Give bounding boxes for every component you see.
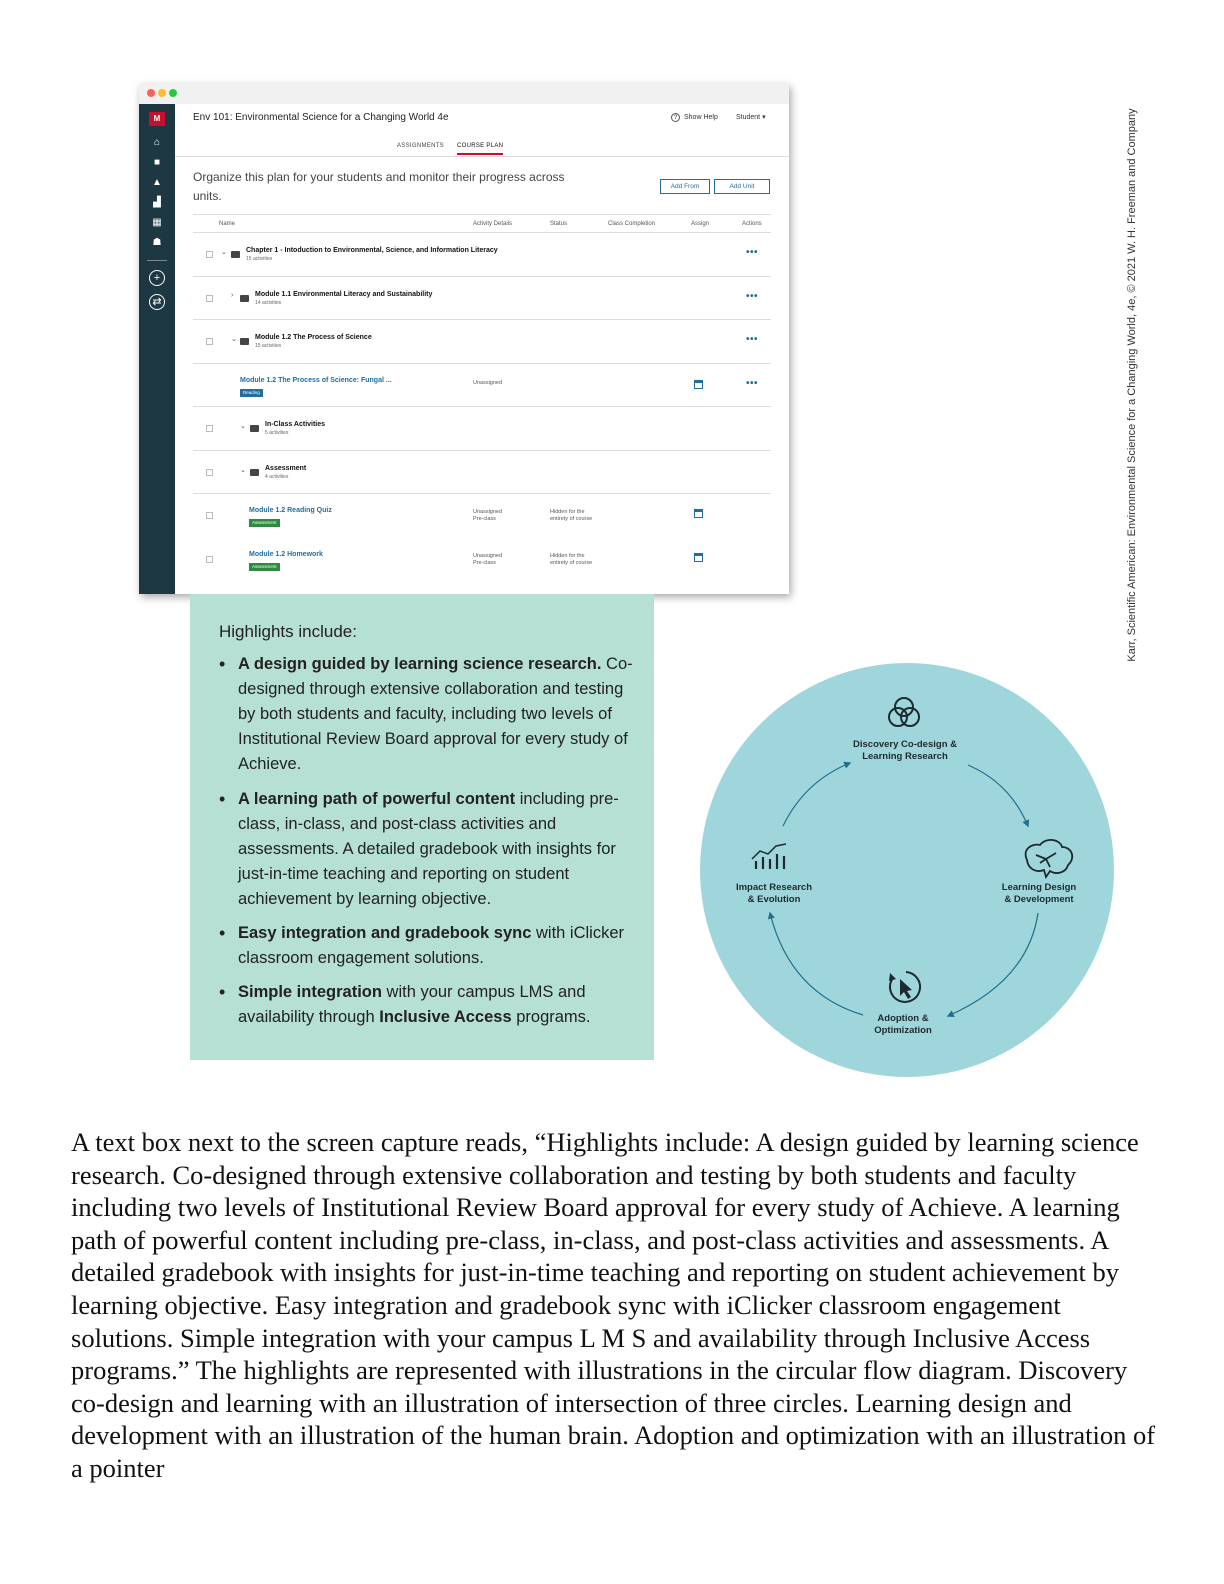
add-from-button[interactable]: Add From [660,179,710,194]
close-window-dot[interactable] [147,89,155,97]
row-title[interactable]: Module 1.2 The Process of Science [255,334,372,341]
col-status[interactable]: Status [550,221,568,227]
node-label: Adoption & [877,1013,929,1024]
node-label: Learning Design [1001,882,1077,893]
folder-icon [250,469,259,476]
highlight-body: Co-designed through extensive collaboration and testing by both students and faculty, including two levels of Institutional Review Board approval for every study of Achieve. [238,655,633,773]
show-help-label: Show Help [684,114,718,121]
row-checkbox[interactable] [206,295,213,302]
expand-caret-icon[interactable]: ⌄ [231,336,237,343]
node-label: Learning Research [862,751,948,762]
highlight-lead-2: Inclusive Access [379,1008,512,1026]
row-title[interactable]: Assessment [265,464,307,472]
row-checkbox[interactable] [206,251,213,258]
node-label: Impact Research [735,882,813,893]
course-title: Env 101: Environmental Science for a Changing World 4e [193,112,449,123]
folder-icon [240,338,249,345]
swap-circle-icon[interactable]: ⇄ [149,294,165,310]
activity-status: Hidden for the entirety of course [550,509,593,522]
table-row[interactable] [193,233,771,277]
calendar-icon[interactable] [694,380,703,389]
activity-details: Unassigned Pre-class [473,509,503,522]
node-label: Discovery Co-design & [853,739,957,750]
window-titlebar [139,84,789,104]
col-actions[interactable]: Actions [742,221,762,227]
expand-caret-icon[interactable]: ⌄ [221,249,227,256]
activity-type-badge: Reading [240,389,263,397]
maximize-window-dot[interactable] [169,89,177,97]
folder-icon [231,251,240,258]
activity-type-badge: Assessment [249,519,280,527]
activity-details: Unassigned Pre-class [473,552,503,566]
image-credit: Karr, Scientific American: Environmental Science for a Changing World, 4e, © 2021 W. H. Freeman and Company [1126,108,1138,662]
highlight-body: including pre-class, in-class, and post-class activities and assessments. A detailed gradebook with insights for just-in-time teaching and reporting on student achievement by learning objective. [238,790,619,908]
row-checkbox[interactable] [206,469,213,476]
row-checkbox[interactable] [206,425,213,432]
highlight-item [238,787,634,912]
row-checkbox[interactable] [206,556,213,563]
row-title[interactable]: Module 1.1 Environmental Literacy and Sustainability [255,290,433,298]
highlight-body: with your campus LMS and availability through [238,983,586,1026]
row-activity-count: 15 activities [246,256,273,262]
graduation-cap-icon[interactable]: ▲ [152,177,162,188]
highlight-body-2: programs. [511,1008,591,1026]
table-row[interactable] [193,451,771,495]
more-actions-button[interactable]: ••• [746,247,759,258]
highlight-body: with iClicker classroom engagement solutions. [238,924,625,967]
home-icon[interactable]: ⌂ [153,137,161,148]
table-row[interactable] [193,538,771,582]
row-activity-count: 4 activities [265,473,289,480]
table-row[interactable] [193,364,771,408]
add-unit-button[interactable]: Add Unit [714,179,770,194]
node-label: Optimization [874,1025,932,1036]
highlight-lead: A design guided by learning science research. [238,655,602,673]
highlights-heading: Highlights include: [219,622,357,641]
row-activity-count: 14 activities [255,299,282,306]
more-actions-button[interactable]: ••• [746,377,759,389]
col-name[interactable]: Name [219,221,236,227]
col-activity-details[interactable]: Activity Details [473,221,513,227]
highlight-lead: A learning path of powerful content [238,790,516,808]
show-help-link[interactable] [671,113,718,122]
tab-assignments[interactable]: ASSIGNMENTS [397,143,444,149]
cycle-diagram [700,663,1114,1077]
more-actions-button[interactable]: ••• [746,334,759,345]
highlight-item [238,921,634,971]
table-row[interactable] [193,407,771,451]
col-class-completion[interactable]: Class Completion [608,221,656,227]
highlight-item [238,980,634,1030]
help-icon: ? [671,113,680,122]
alt-text-paragraph: A text box next to the screen capture reads, “Highlights include: A design guided by learning science research. Co-designed through extensive collaboration and testing by both students and faculty including two levels of Institutional Review Board approval for every study of Achieve. A learning path of powerful content including pre-class, in-class, and post-class activities and assessments. A detailed gradebook with insights for just-in-time teaching and reporting on student achievement by learning objective. Easy integration and gradebook sync with iClicker classroom engagement solutions. Simple integration with your campus L M S and availability through Inclusive Access programs.” The highlights are represented with illustrations in the circular flow diagram. Discovery co-design and learning with an illustration of intersection of three circles. Learning design and development with an illustration of the human brain. Adoption and optimization with an illustration of a pointer [71,1127,1156,1483]
col-assign[interactable]: Assign [691,221,710,227]
app-sidebar [139,104,175,594]
activity-type-badge: Assessment [249,563,280,571]
table-row[interactable] [193,494,771,538]
calculator-icon[interactable]: ▦ [152,217,162,228]
calendar-icon[interactable] [694,509,703,518]
student-menu[interactable]: Student ▾ [736,114,766,121]
minimize-window-dot[interactable] [158,89,166,97]
tab-bar [175,137,789,157]
highlights-box [190,594,654,1060]
sidebar-divider [147,260,167,261]
node-label: & Evolution [747,894,801,905]
row-checkbox[interactable] [206,338,213,345]
activity-status: Hidden for the entirety of course [550,552,593,566]
activity-link[interactable]: Module 1.2 Reading Quiz [249,507,332,514]
table-row[interactable] [193,320,771,364]
node-label: & Development [1004,894,1074,905]
row-title[interactable]: In-Class Activities [265,421,326,428]
expand-caret-icon[interactable]: ⌄ [240,466,246,474]
activity-details: Unassigned [473,379,503,386]
tab-course-plan[interactable]: COURSE PLAN [457,143,503,155]
expand-caret-icon[interactable]: ⌄ [240,423,246,430]
highlight-item [238,652,634,777]
expand-caret-icon[interactable]: › [231,291,234,299]
app-main [175,104,789,594]
folder-icon[interactable]: ■ [153,157,161,168]
calendar-icon[interactable] [694,553,703,562]
folder-icon [250,425,259,432]
row-checkbox[interactable] [206,512,213,519]
activity-link[interactable]: Module 1.2 The Process of Science: Fungal ... [240,376,392,384]
folder-icon [240,295,249,302]
table-row[interactable] [193,277,771,321]
highlight-lead: Easy integration and gradebook sync [238,924,532,942]
instructions-text: Organize this plan for your students and monitor their progress across units. [193,170,565,203]
course-plan-screenshot [139,84,789,594]
more-actions-button[interactable]: ••• [746,290,759,302]
people-icon[interactable]: ☗ [152,237,162,248]
add-circle-icon[interactable]: + [149,270,165,286]
activity-link[interactable]: Module 1.2 Homework [249,550,323,558]
highlight-lead: Simple integration [238,983,382,1001]
course-plan-table [193,214,771,581]
bar-chart-icon[interactable]: ▟ [153,197,161,208]
row-activity-count: 15 activities [255,343,282,349]
row-activity-count: 5 activities [265,430,289,436]
logo: M [149,112,165,126]
table-header [193,214,771,233]
row-title[interactable]: Chapter 1 - Intoduction to Environmental, Science, and Information Literacy [246,247,498,254]
